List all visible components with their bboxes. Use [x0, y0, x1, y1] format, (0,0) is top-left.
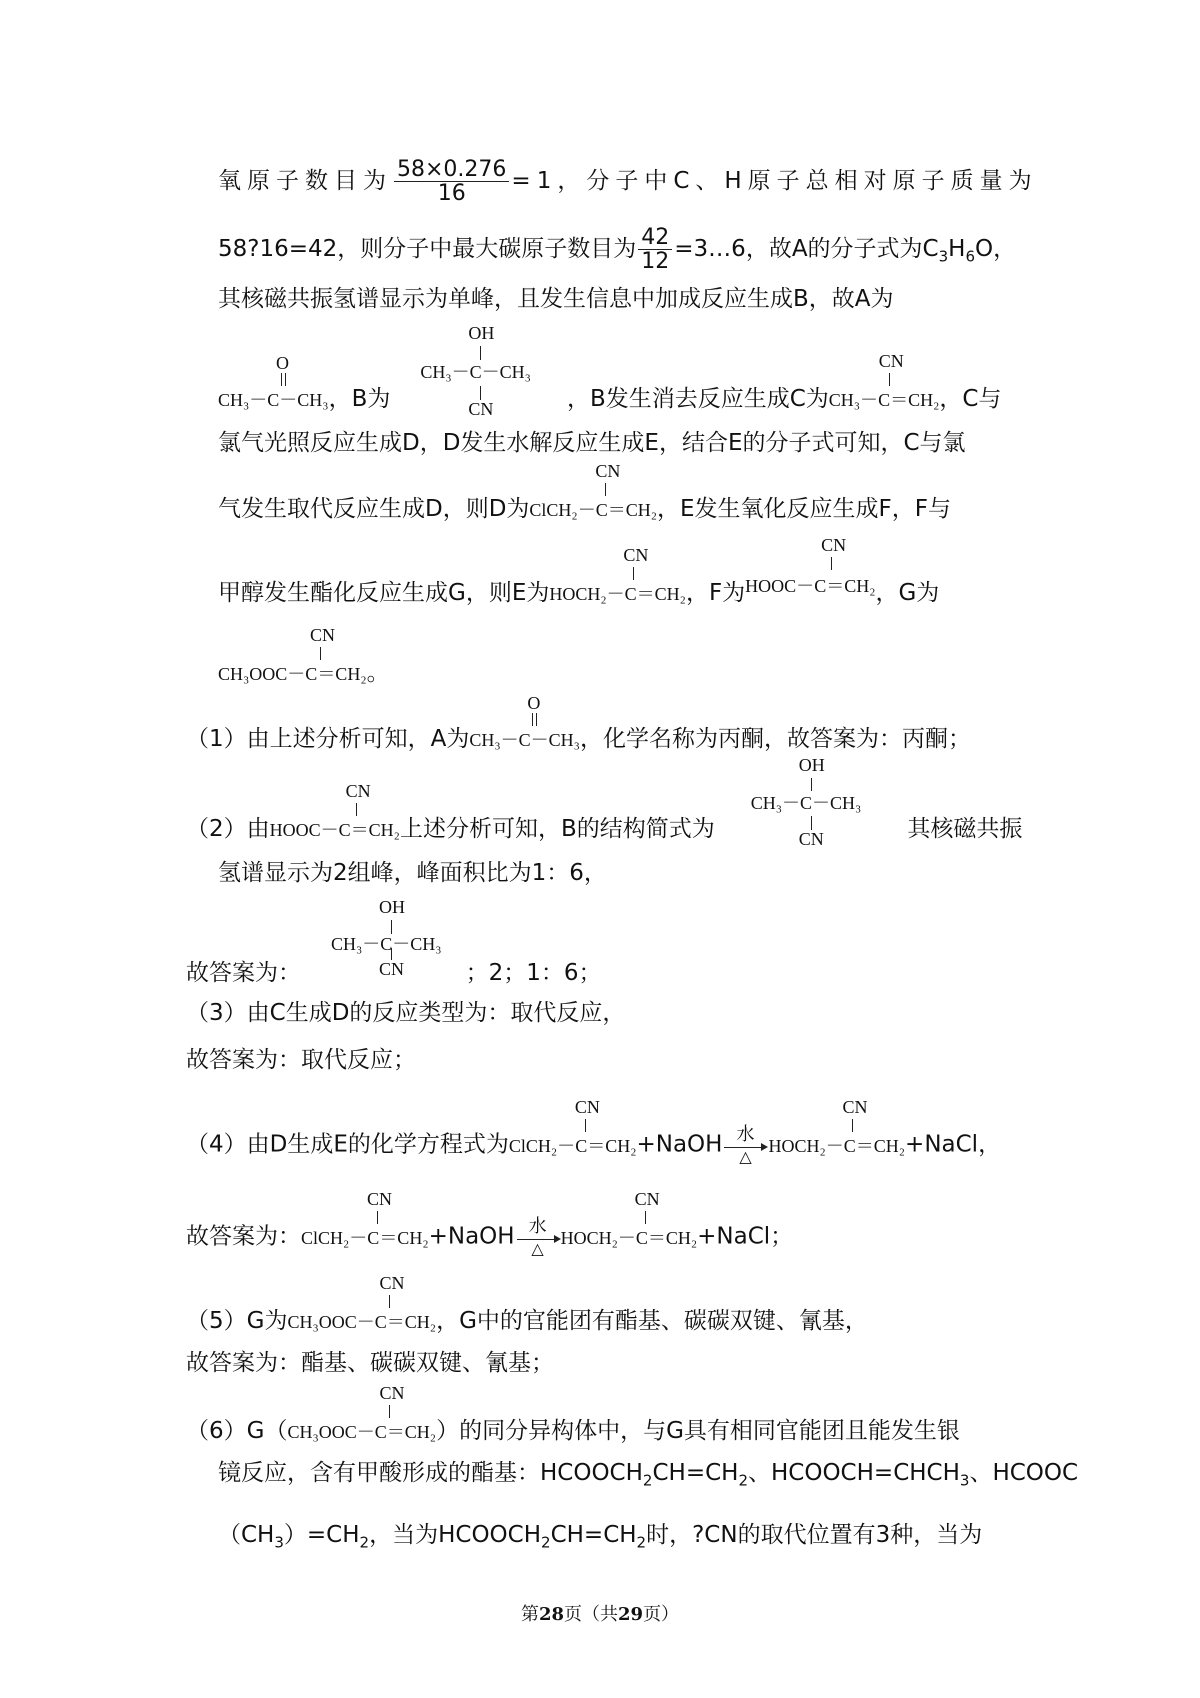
answer-6-line-2 — [218, 1462, 1078, 1489]
formula-center: C — [374, 1422, 387, 1442]
hydroxyl-label: OH — [798, 755, 825, 775]
formula-left: CH₃－ — [828, 390, 879, 410]
formula-left: CH₃－ — [469, 730, 519, 750]
structure-G — [287, 1383, 437, 1443]
cyano-label: CN — [310, 625, 336, 645]
cyano-label: CN — [367, 1188, 393, 1209]
formula-center: C — [575, 1135, 588, 1156]
text: +NaCl， — [905, 1131, 1002, 1158]
structure-E — [549, 545, 686, 605]
formula-right: －CH₃ — [392, 934, 442, 954]
formula-left: HOOC－ — [269, 820, 339, 840]
formula-right: ＝CH₂ — [350, 820, 400, 840]
text: ，化学名称为丙酮，故答案为：丙酮； — [579, 726, 971, 752]
formula-center: C — [338, 820, 351, 840]
answer-4 — [186, 1096, 1002, 1166]
cyano-label: CN — [345, 781, 371, 801]
formula-right: ＝CH₂ — [379, 1227, 429, 1248]
subscript: 2 — [642, 1471, 653, 1490]
reaction-arrow — [515, 1216, 561, 1258]
subscript: 2 — [541, 1533, 551, 1552]
formula-left: CH₃－ — [331, 934, 381, 954]
text-line-8 — [218, 625, 390, 686]
formula-right: －CH₃ — [812, 793, 862, 813]
structure-F — [745, 535, 876, 605]
text: （2）由 — [186, 816, 270, 842]
formula-left: CH₃OOC－ — [218, 664, 306, 684]
formula-right: －CH₃ — [530, 730, 580, 750]
text: 甲醇发生酯化反应生成G，则E为 — [218, 580, 550, 606]
subscript: 2 — [738, 1471, 748, 1490]
text: 其核磁共振 — [907, 816, 1023, 842]
formula-right: ＝CH₂ — [386, 1312, 437, 1332]
text: 58?16=42，则分子中最大碳原子数目为 — [218, 236, 637, 263]
text: ，C与 — [939, 386, 1002, 412]
formula-right: ＝CH₂ — [855, 1135, 906, 1156]
cyano-label: CN — [821, 535, 847, 555]
cyano-label: CN — [379, 1383, 405, 1403]
fraction-numerator: 58×0.276 — [394, 158, 509, 182]
cyano-label: CN — [574, 1096, 600, 1117]
answer-2-line-2: 氢谱显示为2组峰，峰面积比为1：6， — [218, 860, 607, 886]
formula-right: ＝CH₂ — [890, 390, 940, 410]
hydroxyl-label: OH — [379, 897, 405, 917]
subscript: 3 — [274, 1533, 284, 1552]
cyano-label: CN — [878, 351, 904, 371]
cyano-label: CN — [379, 1273, 405, 1293]
subscript: 6 — [965, 247, 976, 266]
fraction-denominator: 12 — [641, 249, 670, 275]
answer-5 — [186, 1273, 868, 1334]
formula-center: C — [814, 576, 827, 596]
formula-center: C — [380, 934, 393, 954]
formula-right: ＝CH₂ — [647, 1227, 698, 1248]
structure-F — [269, 781, 400, 841]
formula-right: ＝CH₂ — [587, 1135, 637, 1156]
text: 。 — [366, 660, 390, 686]
formula-right: －CH₃ — [279, 390, 329, 410]
structure-acetone — [469, 693, 580, 751]
footer-text: 页（共 — [564, 1604, 618, 1625]
text: ，E发生氧化反应生成F，F与 — [657, 496, 952, 522]
text-line-6 — [218, 461, 952, 522]
text: （6）G（ — [186, 1418, 288, 1444]
formula-right: ＝CH₂ — [607, 500, 658, 520]
text: +NaOH — [428, 1223, 515, 1250]
formula-center: C — [305, 664, 318, 684]
text: =1，分子中C、H原子总相对原子质量为 — [511, 168, 1038, 195]
formula-left: HOOC－ — [745, 576, 815, 596]
fraction-numerator: 42 — [638, 226, 672, 250]
text: O， — [975, 236, 1017, 263]
structure-C — [828, 351, 940, 411]
structure-acetone — [218, 353, 329, 411]
text: H — [948, 236, 966, 263]
text: +NaOH — [636, 1131, 723, 1158]
text: （4）由D生成E的化学方程式为 — [186, 1131, 509, 1158]
subscript: 2 — [359, 1533, 370, 1552]
condition-water: 水 — [736, 1124, 755, 1145]
text: 镜反应，含有甲酸形成的酯基：HCOOCH — [218, 1460, 643, 1486]
subscript: 3 — [938, 247, 949, 266]
reaction-arrow — [722, 1124, 768, 1166]
text-line-4 — [218, 323, 1002, 419]
text: 、HCOOCH=CHCH — [748, 1460, 960, 1486]
structure-E — [768, 1096, 906, 1157]
answer-2 — [186, 755, 1023, 849]
condition-heat: △ — [531, 1239, 544, 1258]
text: 上述分析可知，B的结构简式为 — [399, 816, 715, 842]
answer-3-line-2: 故答案为：取代反应； — [186, 1047, 416, 1073]
formula-center: C — [267, 390, 280, 410]
formula-left: CH₃－ — [420, 362, 470, 382]
text: （1）由上述分析可知，A为 — [186, 726, 470, 752]
formula-right: ＝CH₂ — [386, 1422, 437, 1442]
text: ，G为 — [875, 580, 940, 606]
text-line-5: 氯气光照反应生成D，D发生水解反应生成E，结合E的分子式可知，C与氯 — [218, 430, 966, 456]
formula-center: C — [635, 1227, 648, 1248]
structure-D — [529, 461, 658, 521]
text: 、HCOOC — [969, 1460, 1079, 1486]
formula-left: ClCH₂－ — [508, 1135, 576, 1156]
condition-water: 水 — [528, 1216, 547, 1237]
formula-left: ClCH₂－ — [301, 1227, 368, 1248]
formula-left: CH₃OOC－ — [287, 1312, 375, 1332]
formula-left: CH₃OOC－ — [287, 1422, 375, 1442]
text: 时，?CN的取代位置有3种，当为 — [646, 1522, 983, 1548]
structure-B — [331, 897, 442, 985]
structure-B — [750, 755, 862, 849]
formula-center: C — [624, 584, 637, 604]
formula-center: C — [843, 1135, 856, 1156]
page-total: 29 — [618, 1604, 644, 1625]
text: ，G中的官能团有酯基、碳碳双键、氰基， — [436, 1308, 868, 1334]
answer-6-line-3 — [218, 1524, 982, 1551]
text-line-3: 其核磁共振氢谱显示为单峰，且发生信息中加成反应生成B，故A为 — [218, 286, 894, 312]
formula-left: CH₃－ — [218, 390, 268, 410]
structure-G — [287, 1273, 437, 1333]
structure-B — [420, 323, 531, 419]
formula-center: C — [367, 1227, 380, 1248]
cyano-label: CN — [798, 829, 824, 849]
cyano-label: CN — [468, 399, 494, 419]
answer-6 — [186, 1383, 960, 1444]
answer-3: （3）由C生成D的反应类型为：取代反应， — [186, 1000, 626, 1026]
formula-center: C — [595, 500, 608, 520]
text: CH=CH — [550, 1522, 637, 1548]
text: ，B为 — [328, 386, 391, 412]
text: ）=CH — [283, 1522, 360, 1548]
text: （5）G为 — [186, 1308, 288, 1334]
oxygen-label: O — [527, 693, 541, 713]
condition-heat: △ — [739, 1147, 752, 1166]
formula-center: C — [800, 793, 813, 813]
formula-left: HOCH₂－ — [549, 584, 625, 604]
footer-text: 页） — [643, 1604, 680, 1625]
formula-right: －CH₃ — [481, 362, 531, 382]
page-number: 28 — [538, 1604, 564, 1625]
structure-D — [301, 1188, 429, 1249]
formula-left: CH₃－ — [750, 793, 801, 813]
formula-right: ＝CH₂ — [636, 584, 686, 604]
text-line-2 — [218, 226, 1016, 273]
formula-center: C — [469, 362, 482, 382]
subscript: 2 — [636, 1533, 647, 1552]
text: ，B发生消去反应生成C为 — [566, 386, 829, 412]
structure-G — [218, 625, 367, 685]
text: （CH — [218, 1522, 275, 1548]
formula-center: C — [374, 1312, 387, 1332]
text: +NaCl； — [697, 1223, 794, 1250]
hydroxyl-label: OH — [468, 323, 495, 343]
text: ，F为 — [685, 580, 746, 606]
page-footer — [0, 1600, 1200, 1626]
text: =3…6，故A的分子式为C — [674, 236, 939, 263]
cyano-label: CN — [623, 545, 649, 565]
answer-2-line-3 — [186, 897, 602, 986]
answer-5-line-2: 故答案为：酯基、碳碳双键、氰基； — [186, 1350, 554, 1376]
formula-left: HOCH₂－ — [560, 1227, 636, 1248]
fraction — [394, 158, 509, 205]
answer-1 — [186, 693, 971, 752]
formula-center: C — [878, 390, 891, 410]
text-line-1 — [218, 158, 1038, 205]
cyano-label: CN — [379, 959, 405, 979]
structure-D — [508, 1096, 637, 1157]
fraction-denominator: 16 — [437, 181, 466, 207]
text: 气发生取代反应生成D，则D为 — [218, 496, 530, 522]
cyano-label: CN — [842, 1096, 868, 1117]
text-line-7 — [218, 535, 940, 606]
formula-right: ＝CH₂ — [317, 664, 367, 684]
footer-text: 第 — [520, 1604, 539, 1625]
text: ，当为HCOOCH — [369, 1522, 542, 1548]
text: CH=CH — [652, 1460, 739, 1486]
fraction — [638, 226, 672, 273]
formula-center: C — [518, 730, 531, 750]
oxygen-label: O — [276, 353, 289, 373]
text: ；2；1：6； — [465, 960, 602, 986]
subscript: 3 — [959, 1471, 970, 1490]
cyano-label: CN — [595, 461, 621, 481]
text: ）的同分异构体中，与G具有相同官能团且能发生银 — [436, 1418, 960, 1444]
text: 氧原子数目为 — [218, 168, 392, 195]
formula-left: HOCH₂－ — [768, 1135, 844, 1156]
structure-E — [560, 1188, 698, 1249]
text: 故答案为： — [186, 960, 301, 986]
cyano-label: CN — [634, 1188, 660, 1209]
formula-right: ＝CH₂ — [826, 576, 876, 596]
text: 故答案为： — [186, 1223, 301, 1250]
answer-4-line-2 — [186, 1188, 794, 1258]
formula-left: ClCH₂－ — [529, 500, 596, 520]
